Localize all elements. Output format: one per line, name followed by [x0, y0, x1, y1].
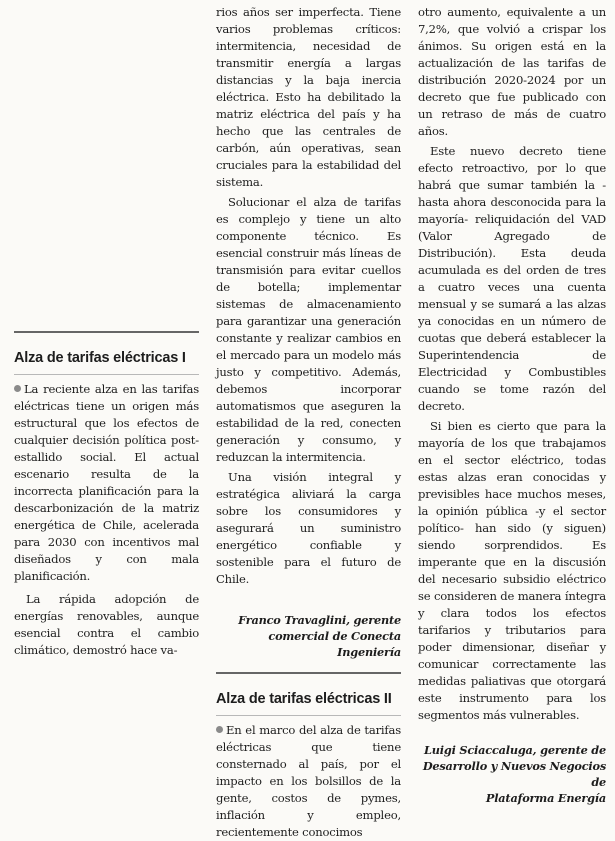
column-2 — [216, 0, 401, 841]
section-1-heading: Alza de tarifas eléctricas I — [14, 350, 186, 366]
article-2-paragraph: otro aumento, equivalente a un 7,2%, que volvió a crispar los ánimos. Su origen está en la actualización de las tarifas de distribución 2020-2024 por un decreto que fue publicado con un retraso de más de cuatro años. — [418, 5, 606, 138]
section-2-top-rule — [216, 672, 401, 674]
signature-line: Plataforma Energía — [485, 791, 606, 805]
section-1-paragraph: La rápida adopción de energías renovables, aunque esencial contra el cambio climático, demostró hace va- — [14, 592, 199, 657]
signature-line: Luigi Sciaccaluga, gerente de — [424, 743, 606, 757]
section-2-heading-rule — [216, 715, 401, 716]
section-1-paragraph: La reciente alza en las tarifas eléctricas tiene un origen más estructural que los efectos de cualquier decisión política post-estallido social. El actual escenario resulta de la incorrecta planificación para la descarbonización de la matriz energética de Chile, acelerada para 2030 con incentivos mal diseñados y con mala planificación. — [14, 382, 199, 583]
signature-line: Franco Travaglini, gerente — [238, 613, 401, 627]
section-1-top-rule — [14, 331, 199, 333]
bullet-icon — [14, 385, 21, 392]
article-1-paragraph: rios años ser imperfecta. Tiene varios problemas críticos: intermitencia, necesidad de transmitir energía a largas distancias y la baja inercia eléctrica. Esto ha debilitado la matriz eléctrica del país y ha hecho que las centrales de carbón, aún operativas, sean cruciales para la estabilidad del sistema. — [216, 5, 401, 189]
section-2-paragraph: En el marco del alza de tarifas eléctricas que tiene consternado al país, por el impacto en los bolsillos de la gente, costos de pymes, inflación y empleo, recientemente conocimos — [216, 723, 401, 839]
signature-line: Desarrollo y Nuevos Negocios de — [422, 759, 606, 789]
article-1-paragraph: Una visión integral y estratégica aliviará la carga sobre los consumidores y asegurará un suministro energético confiable y sostenible para el futuro de Chile. — [216, 470, 401, 586]
column-1 — [14, 0, 199, 659]
signature-line: comercial de Conecta Ingeniería — [268, 629, 401, 659]
section-2-heading: Alza de tarifas eléctricas II — [216, 691, 392, 707]
article-2-paragraph: Si bien es cierto que para la mayoría de los que trabajamos en el sector eléctrico, todas estas alzas eran conocidas y previsibles hace muchos meses, la opinión pública -y el sector político- han sido (y siguen) siendo sorprendidos. Es imperante que en la discusión del necesario subsidio eléctrico se consideren de manera íntegra y clara todos los efectos tarifarios y tributarios para poder dimensionar, diseñar y comunicar correctamente las medidas paliativas que otorgará este instrumento para los segmentos más vulnerables. — [418, 419, 606, 722]
column-3 — [418, 0, 606, 806]
bullet-icon — [216, 726, 223, 733]
article-2-signature — [418, 742, 606, 806]
article-1-paragraph: Solucionar el alza de tarifas es complejo y tiene un alto componente técnico. Es esencial construir más líneas de transmisión para evitar cuellos de botella; implementar sistemas de almacenamiento para garantizar una generación constante y realizar cambios en el mercado para un modelo más justo y competitivo. Además, debemos incorporar automatismos que aseguren la estabilidad de la red, conecten generación y consumo, y reduzcan la intermitencia. — [216, 195, 401, 464]
article-1-signature — [216, 612, 401, 660]
article-2-paragraph: Este nuevo decreto tiene efecto retroactivo, por lo que habrá que sumar también la -hasta ahora desconocida para la mayoría- reliquidación del VAD (Valor Agregado de Distribución). Esta deuda acumulada es del orden de tres a cuatro veces una cuenta mensual y se sumará a las alzas ya conocidas en un número de cuotas que deberá establecer la Superintendencia de Electricidad y Combustibles cuando se tome razón del decreto. — [418, 144, 606, 413]
section-1-heading-rule — [14, 374, 199, 375]
